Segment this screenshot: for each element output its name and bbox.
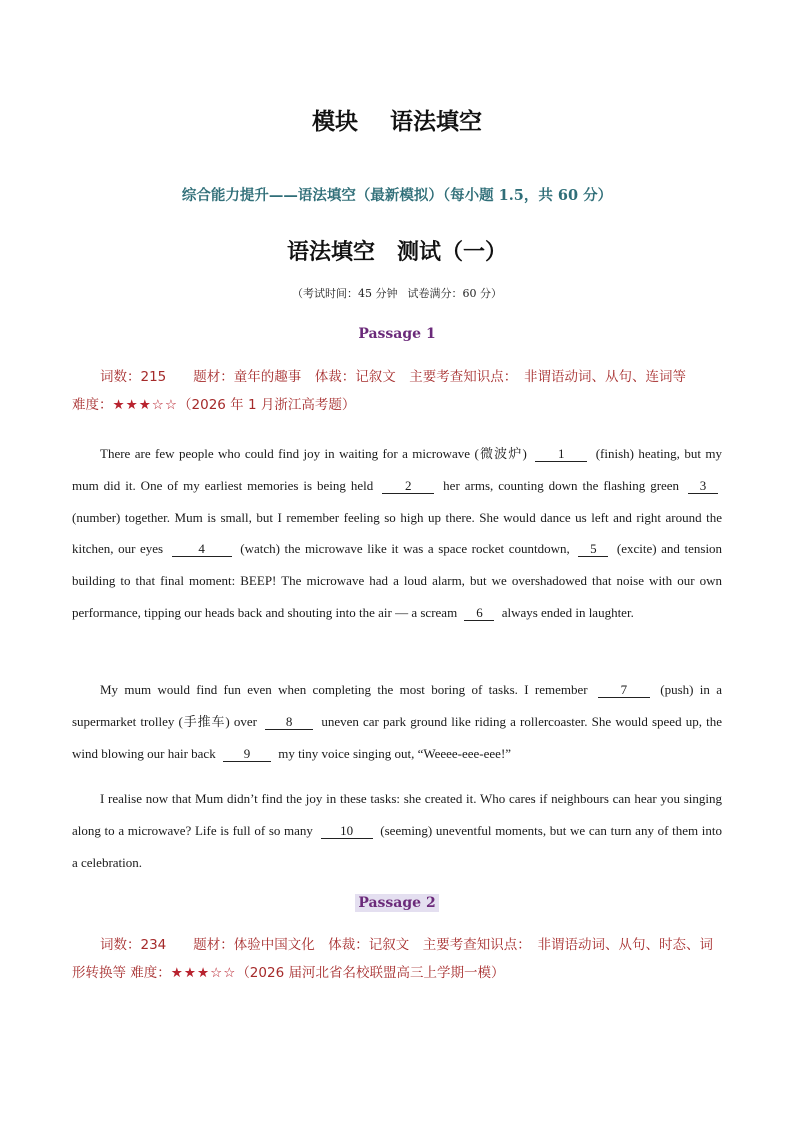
- passage1-paragraph-3: [72, 783, 722, 878]
- paragraph-text: uneven car park ground like riding a rollercoaster. She would speed up, the wind blowing our hair back: [72, 713, 722, 761]
- paragraph-text: My mum would find fun even when completing the most boring of tasks. I remember: [100, 682, 588, 697]
- exam-info: [0, 285, 794, 301]
- paragraph-text: (number) together. Mum is small, but I remember feeling so high up there. She would dance us left and right around the kitchen, our eyes: [72, 509, 722, 557]
- blank-10[interactable]: 10: [321, 824, 373, 839]
- passage1-paragraph-2: [72, 674, 722, 769]
- passage1-heading: Passage 1: [358, 326, 436, 342]
- paragraph-text: my tiny voice singing out, “Weeee-eee-eee!”: [278, 745, 512, 761]
- passage1-source: （2026 年 1 月浙江高考题）: [178, 397, 356, 413]
- paragraph-text: (push) in a supermarket trolley (手推车) over: [72, 682, 723, 729]
- exam-score: 试卷满分：60 分）: [407, 287, 502, 300]
- passage1-difficulty-label: 难度：: [72, 397, 113, 413]
- test-title-part2: 测试（一）: [397, 240, 508, 265]
- paragraph-text: There are few people who could find joy in waiting for a microwave (微波炉): [100, 446, 527, 461]
- exam-time: （考试时间：45 分钟: [292, 287, 398, 300]
- module-title-part2: 语法填空: [390, 109, 482, 135]
- blank-3[interactable]: 3: [688, 479, 718, 494]
- blank-1[interactable]: 1: [535, 447, 587, 462]
- module-title: [0, 103, 794, 136]
- passage1-meta-line: 词数：215 题材：童年的趣事 体裁：记叙文 主要考查知识点： 非谓语动词、从句、连词等: [100, 369, 687, 385]
- paragraph-text: her arms, counting down the flashing green: [443, 477, 680, 493]
- blank-2[interactable]: 2: [382, 479, 434, 494]
- module-title-part1: 模块: [312, 109, 358, 135]
- passage2-difficulty-label: 难度：: [130, 965, 171, 981]
- passage1-difficulty-stars: ★★★☆☆: [112, 397, 179, 413]
- test-title: [0, 235, 794, 266]
- blank-9[interactable]: 9: [223, 747, 271, 762]
- paragraph-text: (excite) and tension building to that final moment: BEEP! The microwave had a loud alarm, but we overshadowed that noise with our own performance, tipping our heads back and shouting into the air — a scream: [72, 541, 723, 620]
- blank-5[interactable]: 5: [578, 542, 608, 557]
- blank-6[interactable]: 6: [464, 606, 494, 621]
- passage2-meta: [72, 931, 722, 987]
- test-title-part1: 语法填空: [286, 240, 375, 265]
- passage1-meta: [72, 363, 722, 419]
- paragraph-text: (watch) the microwave like it was a space rocket countdown,: [240, 541, 570, 557]
- passage2-source: （2026 届河北省名校联盟高三上学期一模）: [236, 965, 505, 981]
- paragraph-text: always ended in laughter.: [501, 604, 634, 620]
- paragraph-text: (finish) heating, but my mum did it. One of my earliest memories is being held: [72, 446, 723, 493]
- paragraph-text: (seeming) uneventful moments, but we can turn any of them into a celebration.: [72, 822, 723, 870]
- passage2-meta-line: 词数：234 题材：体验中国文化 体裁：记叙文 主要考查知识点： 非谓语动词、从句、时态、词形转换等: [72, 937, 714, 981]
- passage2-heading-text: Passage 2: [355, 894, 438, 912]
- passage1-paragraph-1: [72, 438, 722, 629]
- passage2-heading: [0, 895, 794, 911]
- paragraph-text: I realise now that Mum didn’t find the joy in these tasks: she created it. Who cares if neighbours can hear you singing along to a microwave? Life is full of so many: [72, 791, 722, 838]
- section-subtitle: 综合能力提升——语法填空（最新模拟）（每小题 1.5，共 60 分）: [181, 187, 613, 204]
- blank-4[interactable]: 4: [172, 542, 232, 557]
- blank-8[interactable]: 8: [265, 715, 313, 730]
- passage2-difficulty-stars: ★★★☆☆: [170, 965, 237, 981]
- blank-7[interactable]: 7: [598, 683, 650, 698]
